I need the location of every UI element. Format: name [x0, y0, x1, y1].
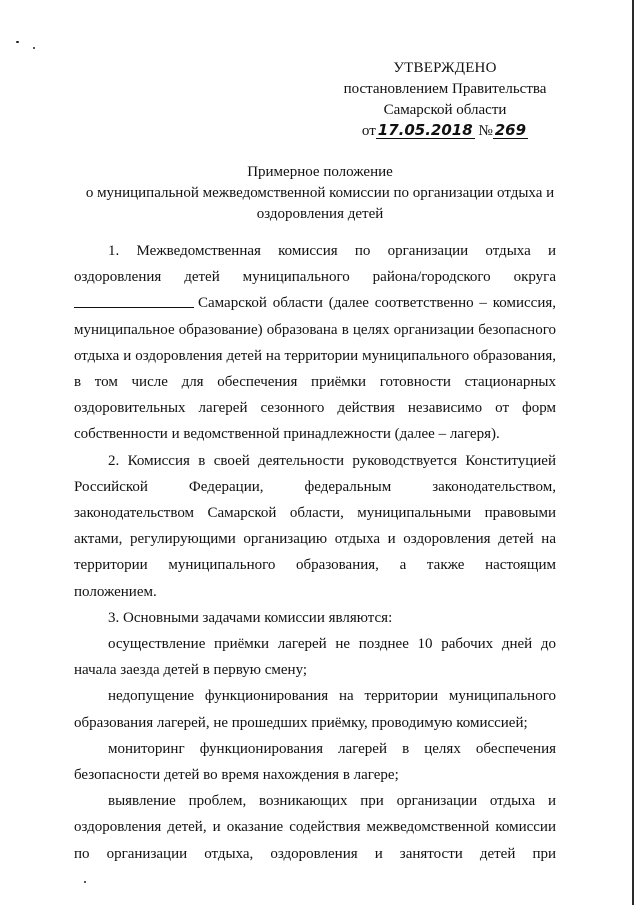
paragraph-2: 2. Комиссия в своей деятельности руководствуется Конституцией Российской Федерации, федеральным законодательством, законодательством Самарской области, муниципальными правовыми актами, регулирующими организацию отдыха и оздоровления детей на территории муниципального образования, а также настоящим положением.: [74, 452, 556, 600]
paragraph-1-part-a: 1. Межведомственная комиссия по организации отдыха и оздоровления детей муниципального района/городского округа: [74, 243, 556, 286]
document-title: [60, 162, 580, 225]
approval-date-row: [330, 121, 560, 143]
scan-edge: [632, 0, 634, 905]
approval-date: 17.05.2018: [377, 121, 473, 139]
paragraph-3: 3. Основными задачами комиссии являются:: [108, 609, 393, 626]
approval-line-1: постановлением Правительства: [343, 81, 547, 97]
scan-speck: [33, 47, 35, 49]
date-prefix: от: [361, 123, 376, 139]
scan-speck: [84, 881, 86, 883]
title-line-3: оздоровления детей: [256, 206, 384, 222]
title-line-1: Примерное положение: [247, 164, 393, 180]
title-line-2: о муниципальной межведомственной комиссии по организации отдыха и: [85, 185, 555, 201]
number-prefix: №: [478, 123, 493, 139]
approval-heading: УТВЕРЖДЕНО: [393, 60, 497, 76]
task-4: выявление проблем, возникающих при организации отдыха и оздоровления детей, и оказание содействия межведомственной комиссии по организации отдыха, оздоровления и занятости детей при: [74, 793, 556, 862]
approval-block: [330, 58, 560, 143]
task-3: мониторинг функционирования лагерей в целях обеспечения безопасности детей во время нахождения в лагере;: [74, 740, 556, 784]
paragraph-1-part-b: [74, 290, 556, 447]
approval-number: 269: [494, 121, 527, 139]
approval-line-2: Самарской области: [383, 102, 507, 118]
document-body: [74, 238, 556, 867]
paragraph-1-text: Самарской области (далее соответственно – комиссия, муниципальное образование) образована в целях организации безопасного отдыха и оздоровления детей на территории муниципального образования, в том числе для обеспечения приёмки готовности стационарных оздоровительных лагерей сезонного действия независимо от форм собственности и ведомственной принадлежности (далее – лагеря).: [74, 295, 556, 443]
scan-speck: [16, 41, 19, 43]
blank-field: [74, 293, 194, 308]
task-1: осуществление приёмки лагерей не позднее 10 рабочих дней до начала заезда детей в первую смену;: [74, 636, 556, 679]
task-2: недопущение функционирования на территории муниципального образования лагерей, не прошедших приёмку, проводимую комиссией;: [74, 688, 556, 731]
